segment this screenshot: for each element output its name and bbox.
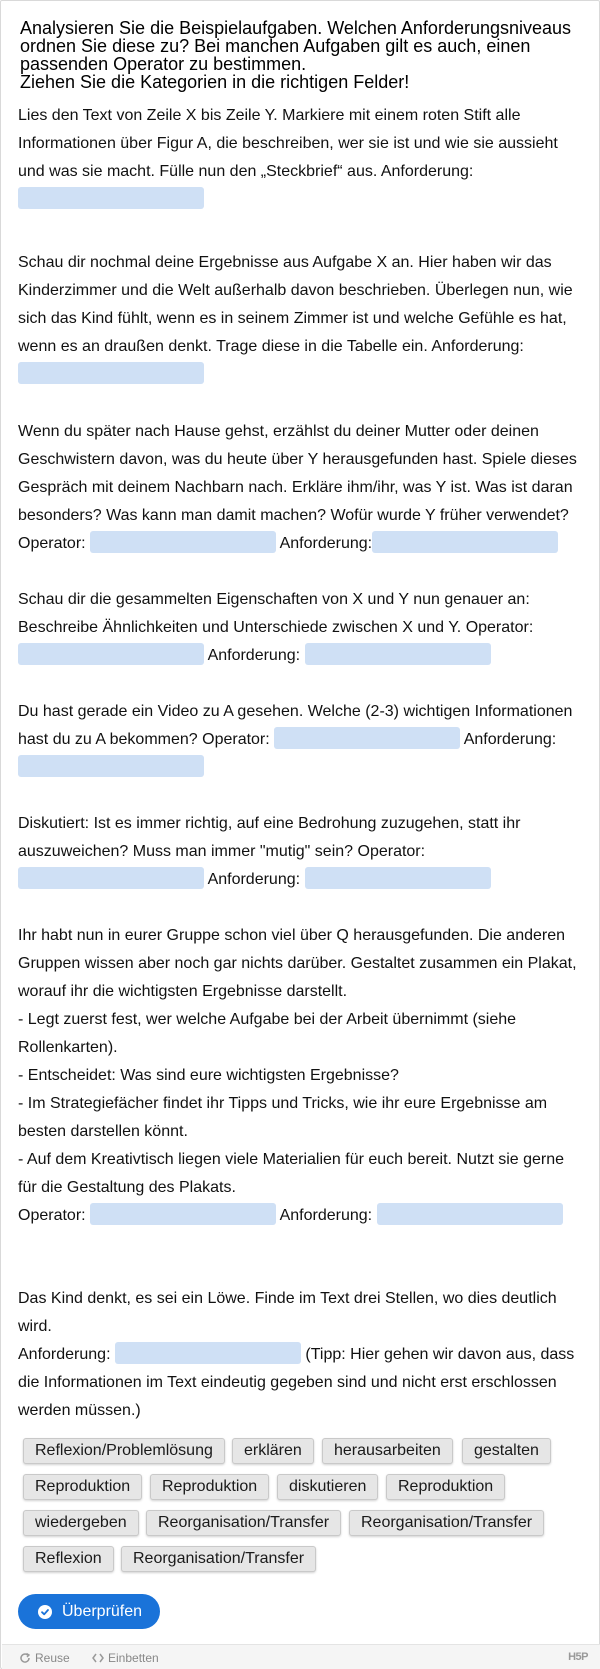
embed-label: Einbetten [108, 1651, 159, 1665]
task-text: für die Gestaltung des Plakats. [18, 1179, 236, 1196]
task-text: besten darstellen könnt. [18, 1123, 188, 1140]
requirement-dropzone[interactable] [18, 362, 204, 384]
task-text: Geschwistern davon, was du heute über Y herausgefunden hast. Spiele dieses [18, 451, 577, 468]
task-text: worauf ihr die wichtigsten Ergebnisse darstellt. [18, 983, 348, 1000]
task-text: Beschreibe Ähnlichkeiten und Unterschiede zwischen X und Y. Operator: [18, 619, 534, 636]
task-text: Gespräch mit deinem Nachbarn nach. Erkläre ihm/ihr, was Y ist. Was ist daran [18, 479, 573, 496]
task-text: Ihr habt nun in eurer Gruppe schon viel über Q herausgefunden. Die anderen [18, 927, 566, 944]
embed-link[interactable] [92, 1651, 159, 1665]
draggable-chip[interactable]: Reproduktion [23, 1474, 142, 1500]
task-text: Lies den Text von Zeile X bis Zeile Y. Markiere mit einem roten Stift alle [18, 107, 521, 124]
task-text: - Entscheidet: Was sind eure wichtigsten Ergebnisse? [18, 1067, 399, 1084]
requirement-dropzone[interactable] [18, 187, 204, 209]
operator-dropzone[interactable] [18, 643, 204, 665]
task-7 [18, 922, 588, 1230]
task-text: wird. [18, 1318, 52, 1335]
task-text: auszuweichen? Muss man immer "mutig" sein? Operator: [18, 843, 426, 860]
check-button[interactable] [18, 1594, 160, 1629]
requirement-label: Anforderung: [207, 647, 301, 664]
task-instructions [20, 19, 580, 91]
operator-dropzone[interactable] [90, 531, 276, 553]
draggable-chip[interactable]: Reorganisation/Transfer [349, 1510, 544, 1536]
operator-dropzone[interactable] [90, 1203, 276, 1225]
draggable-chip[interactable]: herausarbeiten [322, 1438, 453, 1464]
requirement-dropzone[interactable] [377, 1203, 563, 1225]
task-text: hast du zu A bekommen? Operator: [18, 731, 270, 748]
requirement-label: Anforderung: [279, 535, 373, 552]
task-2 [18, 249, 588, 389]
reuse-link[interactable] [19, 1651, 70, 1665]
draggable-chip[interactable]: gestalten [462, 1438, 551, 1464]
operator-label: Operator: [18, 1207, 86, 1224]
task-3 [18, 418, 588, 558]
task-text: Wenn du später nach Hause gehst, erzählst du deiner Mutter oder deinen [18, 423, 539, 440]
task-text: Kinderzimmer und die Welt außerhalb davon beschrieben. Überlegen nun, wie [18, 282, 573, 299]
h5p-footer [2, 1644, 600, 1669]
task-text: Das Kind denkt, es sei ein Löwe. Finde im Text drei Stellen, wo dies deutlich [18, 1290, 557, 1307]
draggable-chip[interactable]: wiedergeben [23, 1510, 139, 1536]
draggable-chip[interactable]: Reproduktion [150, 1474, 269, 1500]
task-5 [18, 698, 588, 782]
operator-dropzone[interactable] [18, 867, 204, 889]
instruction-line: ordnen Sie diese zu? Bei manchen Aufgaben gilt es auch, einen [20, 36, 531, 56]
tip-text: die Informationen im Text eindeutig gegeben sind und nicht erst erschlossen [18, 1374, 557, 1391]
task-1 [18, 102, 588, 214]
task-text: wenn es an draußen denkt. Trage diese in die Tabelle ein. Anforderung: [18, 338, 524, 355]
draggable-chip[interactable]: Reflexion [23, 1546, 114, 1572]
task-text: und was sie macht. Fülle nun den „Steckbrief“ aus. Anforderung: [18, 163, 474, 180]
requirement-label: Anforderung: [207, 871, 301, 888]
task-8 [18, 1285, 588, 1425]
embed-icon [92, 1653, 104, 1663]
reuse-icon [19, 1652, 31, 1664]
instruction-line: Ziehen Sie die Kategorien in die richtigen Felder! [20, 72, 410, 92]
requirement-dropzone[interactable] [305, 867, 491, 889]
task-text: Du hast gerade ein Video zu A gesehen. Welche (2-3) wichtigen Informationen [18, 703, 573, 720]
draggable-chip[interactable]: Reproduktion [386, 1474, 505, 1500]
draggable-chip[interactable]: erklären [232, 1438, 314, 1464]
requirement-label: Anforderung: [18, 1346, 111, 1363]
draggable-chip[interactable]: Reflexion/Problemlösung [23, 1438, 225, 1464]
instruction-line: passenden Operator zu bestimmen. [20, 54, 307, 74]
task-4 [18, 586, 588, 670]
requirement-dropzone[interactable] [305, 643, 491, 665]
task-text: Informationen über Figur A, die beschreiben, wer sie ist und wie sie aussieht [18, 135, 558, 152]
requirement-dropzone[interactable] [18, 755, 204, 777]
task-text: Diskutiert: Ist es immer richtig, auf eine Bedrohung zuzugehen, statt ihr [18, 815, 521, 832]
tip-text: werden müssen.) [18, 1402, 141, 1419]
reuse-label: Reuse [35, 1651, 70, 1665]
draggable-chip[interactable]: Reorganisation/Transfer [146, 1510, 341, 1536]
operator-label: Operator: [18, 535, 86, 552]
requirement-label: Anforderung: [279, 1207, 373, 1224]
task-text: Schau dir nochmal deine Ergebnisse aus Aufgabe X an. Hier haben wir das [18, 254, 552, 271]
check-icon [38, 1605, 52, 1619]
requirement-dropzone[interactable] [372, 531, 558, 553]
task-text: Gruppen wissen aber noch gar nichts darüber. Gestaltet zusammen ein Plakat, [18, 955, 577, 972]
h5p-logo[interactable]: H5P [568, 1651, 588, 1663]
draggable-chip[interactable]: Reorganisation/Transfer [121, 1546, 316, 1572]
check-button-label: Überprüfen [62, 1602, 143, 1620]
task-text: Schau dir die gesammelten Eigenschaften von X und Y nun genauer an: [18, 591, 530, 608]
requirement-dropzone[interactable] [115, 1342, 301, 1364]
task-text: Rollenkarten). [18, 1039, 118, 1056]
task-text: sich das Kind fühlt, wenn es in seinem Zimmer ist und welche Gefühle es hat, [18, 310, 567, 327]
task-text: besonders? Was kann man damit machen? Wofür wurde Y früher verwendet? [18, 507, 569, 524]
draggable-chip[interactable]: diskutieren [277, 1474, 378, 1500]
task-text: - Auf dem Kreativtisch liegen viele Materialien für euch bereit. Nutzt sie gerne [18, 1151, 565, 1168]
task-text: - Im Strategiefächer findet ihr Tipps und Tricks, wie ihr eure Ergebnisse am [18, 1095, 548, 1112]
instruction-line: Analysieren Sie die Beispielaufgaben. Welchen Anforderungsniveaus [20, 18, 572, 38]
task-text: - Legt zuerst fest, wer welche Aufgabe bei der Arbeit übernimmt (siehe [18, 1011, 517, 1028]
operator-dropzone[interactable] [274, 727, 460, 749]
task-6 [18, 810, 588, 894]
tip-text: (Tipp: Hier gehen wir davon aus, dass [305, 1346, 575, 1363]
requirement-label: Anforderung: [463, 731, 557, 748]
